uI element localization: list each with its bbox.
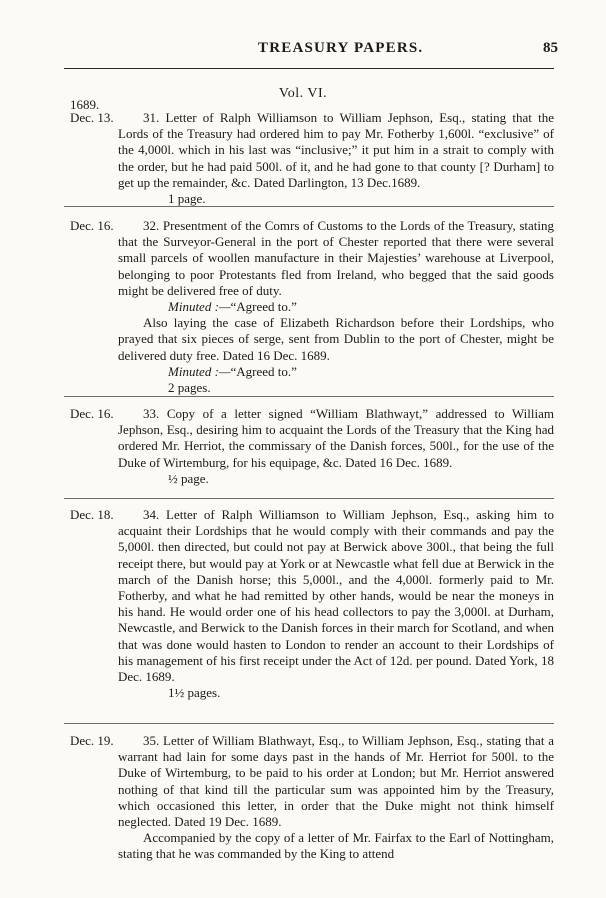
page-count: 1 page. xyxy=(168,191,206,207)
entry-body xyxy=(118,406,554,487)
entry-paragraph: Also laying the case of Elizabeth Richardson before their Lordships, who prayed that six pieces of serge, sent from Dublin to the port of Chester, might be delivered duty free. Dated 16 Dec. 1689. xyxy=(118,315,554,363)
entry-divider xyxy=(64,396,554,397)
entry-date: Dec. 16. xyxy=(70,218,114,233)
page-count: 1½ pages. xyxy=(168,685,221,701)
entry-body xyxy=(118,507,554,701)
entry-paragraph: 31. Letter of Ralph Williamson to William Jephson, Esq., stating that the Lords of the Treasury had ordered him to pay Mr. Fotherby 1,600l. “exclusive” of the 4,000l. which in his last was “inclusive;” it put him in a strait to comply with the order, but he had paid 500l. of it, and he had gone to that county [? Durham] to get up the remainder, &c. Dated Darlington, 13 Dec.1689. xyxy=(118,110,554,190)
entry-paragraph: Accompanied by the copy of a letter of Mr. Fairfax to the Earl of Nottingham, stating that he was commanded by the King to attend xyxy=(118,830,554,862)
entry-date: Dec. 18. xyxy=(70,507,114,522)
entry-paragraph: 35. Letter of William Blathwayt, Esq., to William Jephson, Esq., stating that a warrant had lain for some days past in the hands of Mr. Herriot for 500l. to the Duke of Wirtemburg, to be paid to his order at London; but Mr. Herriot answered nothing of that kind till the particular sum was appointed him by the Treasury, which occasioned this letter, in order that the Duke might not think himself neglected. Dated 19 Dec. 1689. xyxy=(118,733,554,830)
entry-date: Dec. 13. xyxy=(70,110,114,125)
running-title: TREASURY PAPERS. xyxy=(258,40,424,56)
entry-body xyxy=(118,733,554,863)
running-head xyxy=(0,40,606,64)
minute-line xyxy=(118,364,554,380)
volume-heading: Vol. VI. xyxy=(278,86,328,101)
entry-body xyxy=(118,110,554,207)
entry-date: Dec. 19. xyxy=(70,733,114,748)
page-count: 2 pages. xyxy=(168,380,211,396)
page-number: 85 xyxy=(543,40,558,56)
minute-text: “Agreed to.” xyxy=(230,363,297,379)
header-rule xyxy=(64,68,554,69)
entry-paragraph: 33. Copy of a letter signed “William Blathwayt,” addressed to William Jephson, Esq., desiring him to acquaint the Lords of the Treasury that the King had ordered Mr. Herriot, the commissary of the Danish forces, 500l., for the use of the Duke of Wirtemburg, for his equipage, &c. Dated 16 Dec. 1689. xyxy=(118,406,554,470)
entry-divider xyxy=(64,206,554,207)
minute-line xyxy=(118,299,554,315)
entry-divider xyxy=(64,498,554,499)
entry-divider xyxy=(64,723,554,724)
minute-label: Minuted :— xyxy=(168,363,231,379)
minute-label: Minuted :— xyxy=(168,299,231,315)
minute-text: “Agreed to.” xyxy=(230,299,297,315)
entry-paragraph: 32. Presentment of the Comrs of Customs to the Lords of the Treasury, stating that the Surveyor-General in the port of Chester reported that there were several small parcels of woollen manufacture in their Majesties’ warehouse at Liverpool, belonging to poor Protestants fled from Ireland, who begged that the said goods might be delivered free of duty. xyxy=(118,218,554,298)
entry-date: Dec. 16. xyxy=(70,406,114,421)
page-count: ½ page. xyxy=(168,470,209,486)
entry-paragraph: 34. Letter of Ralph Williamson to William Jephson, Esq., asking him to acquaint their Lordships that he would comply with their commands and pay the 5,000l. then directed, but could not pay at Berwick above 300l., that being the full receipt there, but would pay at York or at Newcastle what fell due at Berwick in the march of the Danish horse; this 5,000l., and the 4,000l. formerly paid to Mr. Fotherby, and what he had remitted by other hands, would be near the moneys in his hand. He would order one of his head collectors to pay the 3,000l. at Durham, Newcastle, and Berwick to the Danish forces in their march for Scotland, and when that was done would hasten to London to render an account to their Lordships of his management of his first receipt under the Act of 12d. per pound. Dated York, 18 Dec. 1689. xyxy=(118,507,554,685)
entry-body xyxy=(118,218,554,396)
year-marker: 1689. xyxy=(70,97,100,112)
